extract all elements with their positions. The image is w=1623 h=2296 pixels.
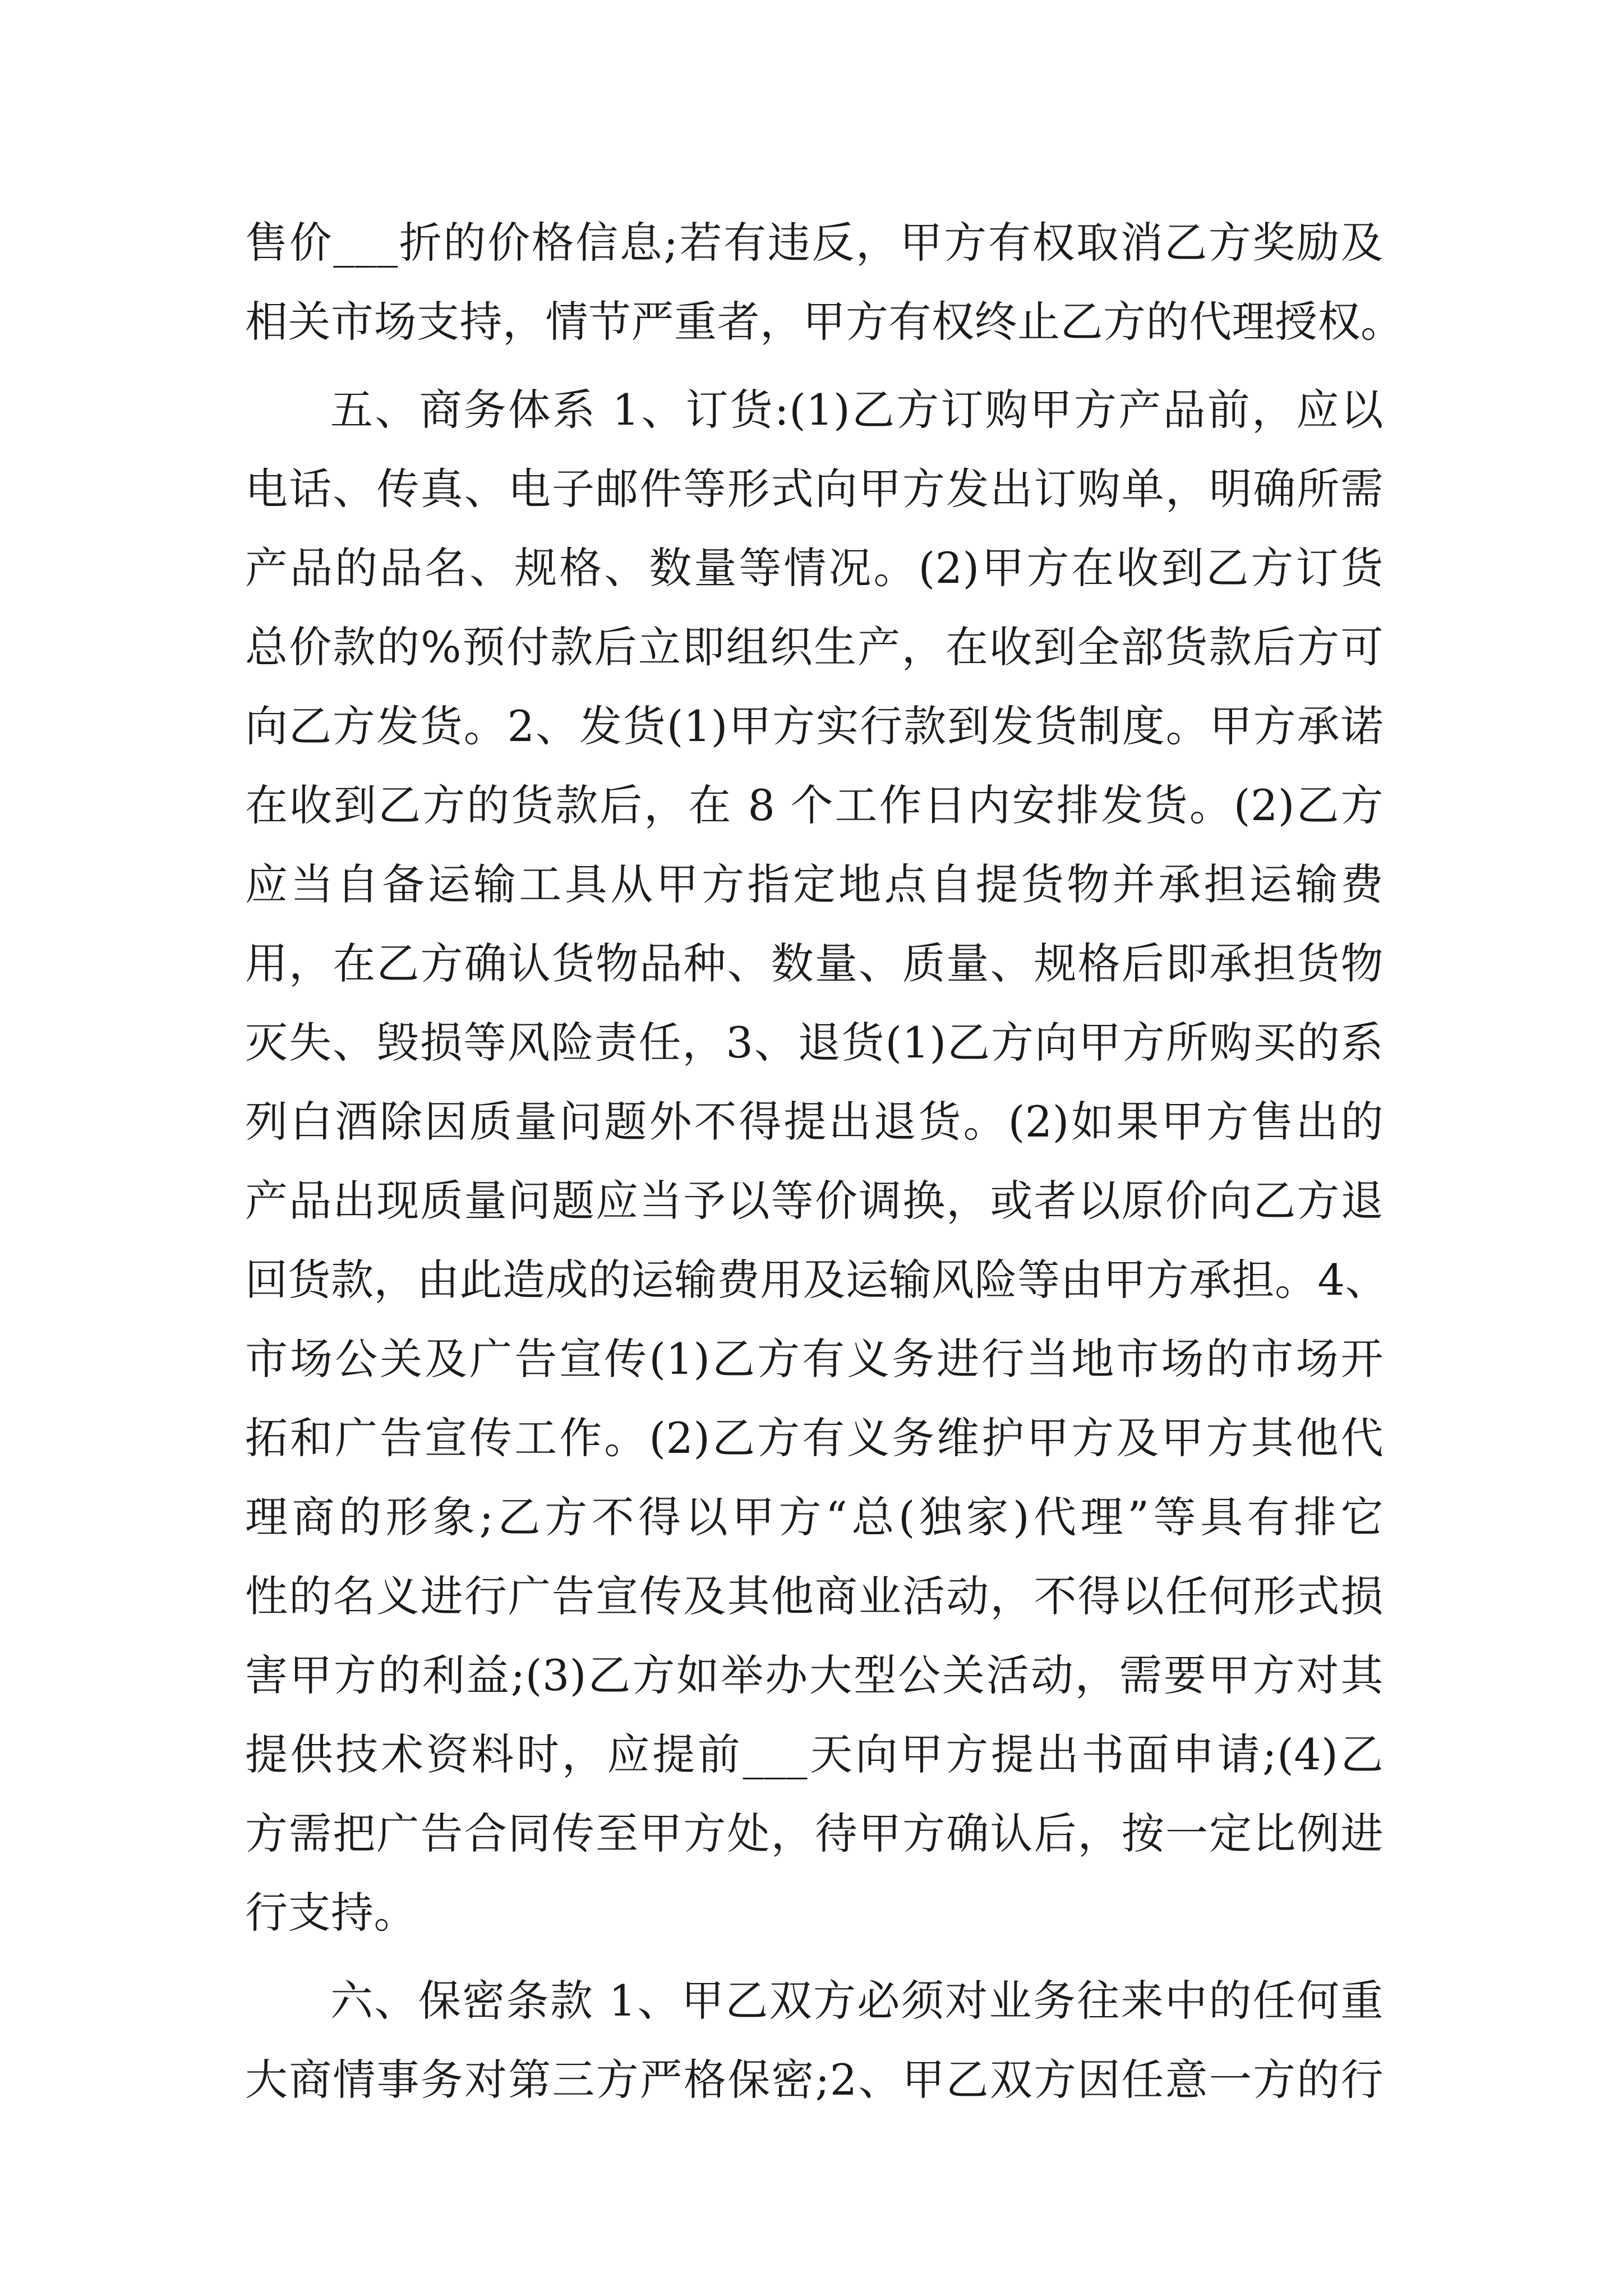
paragraph-gap <box>245 1952 1384 1961</box>
text-line: 行支持。 <box>245 1888 417 1938</box>
text-line: 产品出现质量问题应当予以等价调换，或者以原价向乙方退 <box>245 1176 1384 1226</box>
body-text <box>245 203 1404 2119</box>
text-line: 向乙方发货。2、发货(1)甲方实行款到发货制度。甲方承诺 <box>245 701 1384 751</box>
paragraph-gap <box>245 361 1384 370</box>
text-line: 相关市场支持，情节严重者，甲方有权终止乙方的代理授权。 <box>245 297 1404 347</box>
text-line: 理商的形象;乙方不得以甲方“总(独家)代理”等具有排它 <box>245 1492 1384 1542</box>
text-line: 电话、传真、电子邮件等形式向甲方发出订购单，明确所需 <box>245 464 1384 514</box>
text-line: 用，在乙方确认货物品种、数量、质量、规格后即承担货物 <box>245 938 1384 988</box>
text-line: 售价___折的价格信息;若有违反，甲方有权取消乙方奖励及 <box>245 218 1384 268</box>
text-line: 列白酒除因质量问题外不得提出退货。(2)如果甲方售出的 <box>245 1097 1384 1147</box>
text-line: 害甲方的利益;(3)乙方如举办大型公关活动，需要甲方对其 <box>245 1650 1384 1700</box>
text-line: 大商情事务对第三方严格保密;2、甲乙双方因任意一方的行 <box>245 2055 1384 2105</box>
text-line: 总价款的%预付款后立即组织生产，在收到全部货款后方可 <box>245 622 1384 672</box>
text-line: 提供技术资料时，应提前___天向甲方提出书面申请;(4)乙 <box>245 1729 1384 1779</box>
text-line: 五、商务体系 1、订货:(1)乙方订购甲方产品前，应以 <box>330 385 1384 435</box>
text-line: 产品的品名、规格、数量等情况。(2)甲方在收到乙方订货 <box>245 543 1384 593</box>
text-line: 应当自备运输工具从甲方指定地点自提货物并承担运输费 <box>245 859 1384 909</box>
text-line: 回货款，由此造成的运输费用及运输风险等由甲方承担。4、 <box>245 1255 1388 1305</box>
text-line: 性的名义进行广告宣传及其他商业活动，不得以任何形式损 <box>245 1571 1384 1621</box>
text-line: 在收到乙方的货款后，在 8 个工作日内安排发货。(2)乙方 <box>245 780 1384 830</box>
text-line: 方需把广告合同传至甲方处，待甲方确认后，按一定比例进 <box>245 1809 1384 1858</box>
text-line: 市场公关及广告宣传(1)乙方有义务进行当地市场的市场开 <box>245 1334 1384 1384</box>
text-line: 六、保密条款 1、甲乙双方必须对业务往来中的任何重 <box>330 1976 1384 2026</box>
text-line: 灭失、毁损等风险责任，3、退货(1)乙方向甲方所购买的系 <box>245 1018 1384 1068</box>
text-line: 拓和广告宣传工作。(2)乙方有义务维护甲方及甲方其他代 <box>245 1413 1384 1463</box>
